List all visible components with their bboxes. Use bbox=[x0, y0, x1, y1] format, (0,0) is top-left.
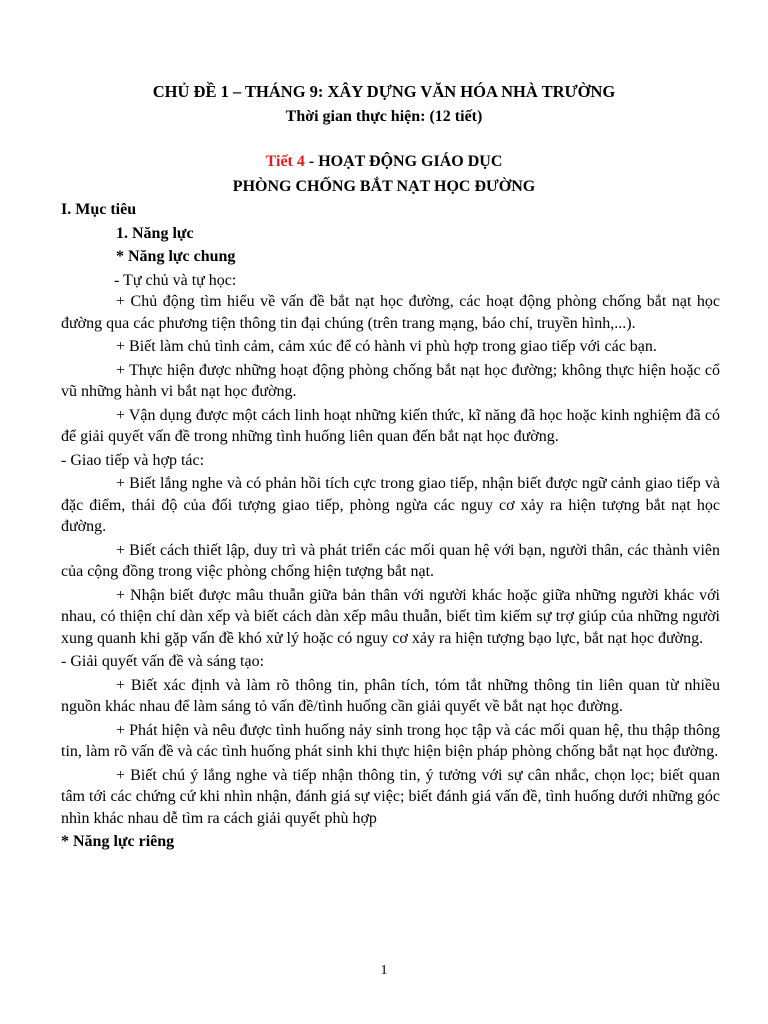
specific-competence-heading: * Năng lực riêng bbox=[61, 833, 175, 850]
paragraph: + Biết lắng nghe và có phản hồi tích cực trong giao tiếp, nhận biết được ngữ cảnh giao tiếp và đặc điểm, thái độ của đối tượng giao tiếp, phòng ngừa các nguy cơ xảy ra hiện tượng bắt nạt học đường. bbox=[61, 475, 720, 535]
document-body bbox=[61, 199, 720, 853]
lesson-title-rest: - HOẠT ĐỘNG GIÁO DỤC bbox=[304, 153, 503, 170]
lesson-label: Tiết 4 bbox=[265, 153, 305, 170]
time-line: Thời gian thực hiện: (12 tiết) bbox=[285, 108, 483, 125]
paragraph: + Nhận biết được mâu thuẫn giữa bản thân với người khác hoặc giữa những người khác với nhau, có thiện chí dàn xếp và biết cách dàn xếp mâu thuẫn, biết tìm kiếm sự trợ giúp của những người xung quanh khi gặp vấn đề khó xử lý hoặc có nguy cơ xảy ra hiện tượng bạo lực, bắt nạt học đường. bbox=[61, 586, 720, 647]
paragraph: + Biết cách thiết lập, duy trì và phát triển các mối quan hệ với bạn, người thân, các thành viên của cộng đồng trong việc phòng chống hiện tượng bắt nạt. bbox=[61, 541, 720, 580]
self-study-label: - Tự chủ và tự học: bbox=[114, 271, 237, 289]
section-heading: I. Mục tiêu bbox=[61, 201, 137, 218]
paragraph: + Biết chú ý lắng nghe và tiếp nhận thông tin, ý tưởng với sự cân nhắc, chọn lọc; biết quan tâm tới các chứng cứ khi nhìn nhận, đánh giá sự việc; biết đánh giá vấn đề, tình huống dưới những góc nhìn khác nhau dễ tìm ra cách giải quyết phù hợp bbox=[61, 766, 720, 827]
paragraph: + Thực hiện được những hoạt động phòng chống bắt nạt học đường; không thực hiện hoặc cổ vũ những hành vi bắt nạt học đường. bbox=[61, 361, 720, 400]
general-competence-heading: * Năng lực chung bbox=[116, 248, 236, 265]
paragraph: + Phát hiện và nêu được tình huống nảy sinh trong học tập và các mối quan hệ, thu thập thông tin, làm rõ vấn đề và các tình huống phát sinh khi thực hiện biện pháp phòng chống bắt nạt học đường. bbox=[61, 721, 720, 760]
subsection-heading: 1. Năng lực bbox=[116, 224, 194, 242]
lesson-title-line2: PHÒNG CHỐNG BẮT NẠT HỌC ĐƯỜNG bbox=[232, 178, 536, 195]
lesson-title bbox=[0, 151, 768, 173]
topic-title: CHỦ ĐỀ 1 – THÁNG 9: XÂY DỰNG VĂN HÓA NHÀ TRƯỜNG bbox=[152, 82, 616, 101]
problem-solving-label: - Giải quyết vấn đề và sáng tạo: bbox=[61, 653, 265, 670]
paragraph: + Vận dụng được một cách linh hoạt những kiến thức, kĩ năng đã học hoặc kinh nghiệm đã có để giải quyết vấn đề trong những tình huống liên quan đến bắt nạt học đường. bbox=[61, 406, 720, 445]
paragraph: + Chủ động tìm hiểu về vấn đề bắt nạt học đường, các hoạt động phòng chống bắt nạt học đường qua các phương tiện thông tin đại chúng (trên trang mạng, báo chí, truyền hình,...). bbox=[61, 293, 720, 332]
paragraph: + Biết xác định và làm rõ thông tin, phân tích, tóm tắt những thông tin liên quan từ nhiều nguồn khác nhau để làm sáng tỏ vấn đề/tình huống cần giải quyết về bắt nạt học đường. bbox=[61, 676, 720, 715]
paragraph: + Biết làm chủ tình cảm, cảm xúc để có hành vi phù hợp trong giao tiếp với các bạn. bbox=[116, 338, 657, 355]
communication-label: - Giao tiếp và hợp tác: bbox=[61, 451, 205, 469]
page-number: 1 bbox=[380, 963, 388, 978]
